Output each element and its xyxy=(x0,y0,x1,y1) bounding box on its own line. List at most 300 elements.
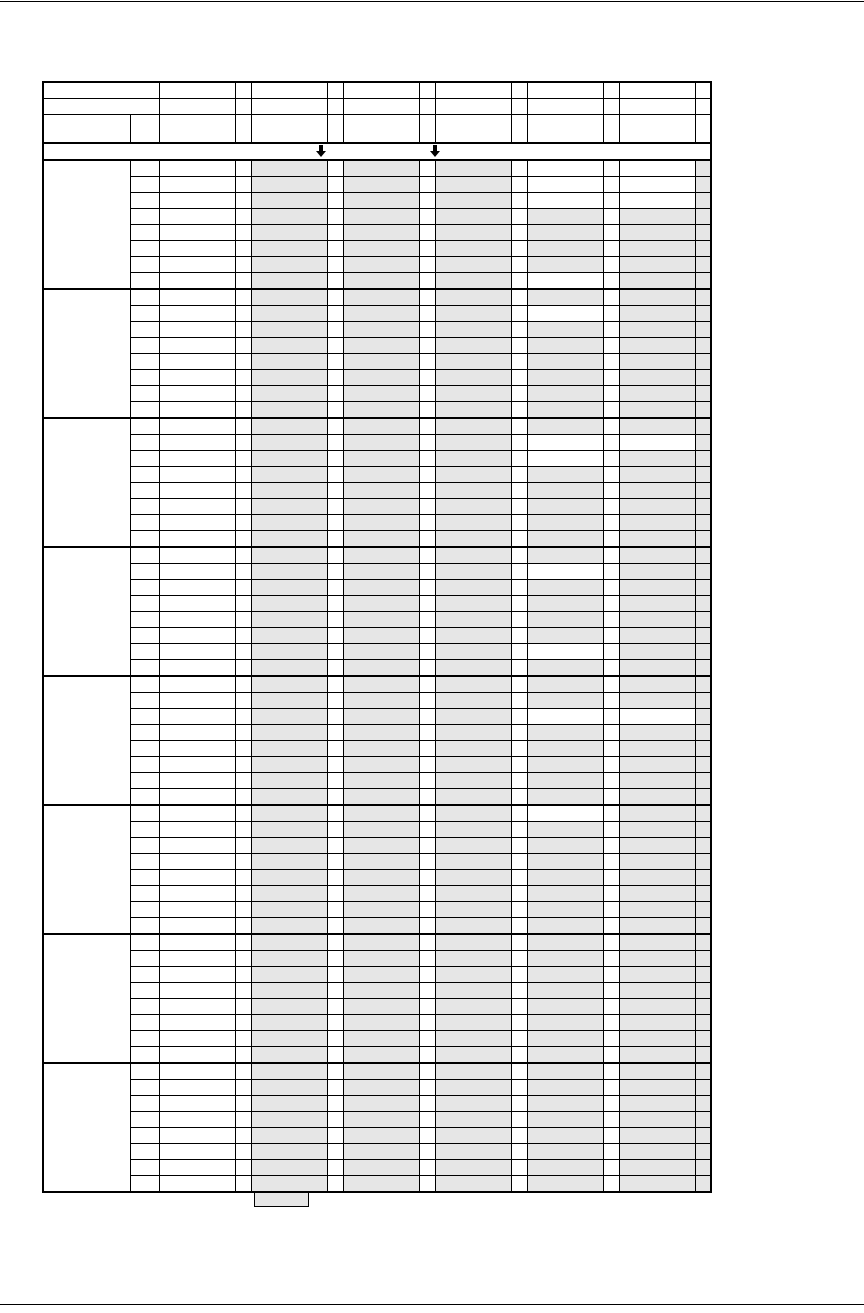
table-cell xyxy=(235,1112,251,1128)
table-cell xyxy=(419,660,435,677)
table-cell xyxy=(695,854,711,870)
table-cell xyxy=(159,1112,235,1128)
table-cell xyxy=(159,805,235,822)
header-cell xyxy=(235,115,251,144)
table-cell xyxy=(343,177,419,193)
table-cell xyxy=(435,580,511,596)
table-cell xyxy=(695,612,711,628)
table-cell xyxy=(327,370,343,386)
table-cell xyxy=(695,999,711,1015)
table-cell xyxy=(327,596,343,612)
table-row xyxy=(43,209,711,225)
table-cell xyxy=(327,612,343,628)
table-row xyxy=(43,838,711,854)
table-cell xyxy=(159,709,235,725)
table-cell xyxy=(130,209,159,225)
table-cell xyxy=(327,580,343,596)
table-cell xyxy=(527,435,603,451)
table-cell xyxy=(527,886,603,902)
table-row xyxy=(43,999,711,1015)
table-cell xyxy=(511,338,527,354)
table-cell xyxy=(603,951,619,967)
table-cell xyxy=(603,886,619,902)
table-cell xyxy=(159,628,235,644)
table-cell xyxy=(251,547,327,564)
table-cell xyxy=(511,177,527,193)
header-cell xyxy=(527,82,603,99)
table-row xyxy=(43,515,711,531)
table-cell xyxy=(327,999,343,1015)
table-cell xyxy=(327,838,343,854)
table-cell xyxy=(527,1176,603,1193)
header-cell xyxy=(343,115,419,144)
table-row xyxy=(43,177,711,193)
table-cell xyxy=(419,983,435,999)
table-cell xyxy=(527,983,603,999)
table-cell xyxy=(419,499,435,515)
table-cell xyxy=(130,870,159,886)
table-cell xyxy=(435,822,511,838)
table-cell xyxy=(511,1112,527,1128)
table-cell xyxy=(435,386,511,402)
table-cell xyxy=(527,1112,603,1128)
table-cell xyxy=(130,547,159,564)
table-cell xyxy=(435,999,511,1015)
table-cell xyxy=(511,789,527,806)
table-cell xyxy=(419,580,435,596)
table-cell xyxy=(419,596,435,612)
table-cell xyxy=(419,757,435,773)
table-cell xyxy=(527,209,603,225)
table-cell xyxy=(130,1144,159,1160)
table-cell xyxy=(527,547,603,564)
table-row xyxy=(43,644,711,660)
table-cell xyxy=(419,306,435,322)
table-cell xyxy=(619,870,695,886)
table-cell xyxy=(603,1063,619,1080)
table-cell xyxy=(527,515,603,531)
table-cell xyxy=(327,1080,343,1096)
header-cell xyxy=(511,82,527,99)
table-cell xyxy=(343,515,419,531)
table-cell xyxy=(419,838,435,854)
table-cell xyxy=(343,531,419,548)
header-cell xyxy=(619,115,695,144)
table-row xyxy=(43,1096,711,1112)
bottom-rule xyxy=(0,1304,864,1305)
table-cell xyxy=(695,709,711,725)
table-cell xyxy=(343,338,419,354)
table-cell xyxy=(251,838,327,854)
table-cell xyxy=(511,934,527,951)
table-cell xyxy=(695,483,711,499)
table-cell xyxy=(695,725,711,741)
table-cell xyxy=(603,660,619,677)
table-cell xyxy=(619,1096,695,1112)
table-cell xyxy=(343,596,419,612)
table-cell xyxy=(695,354,711,370)
table-cell xyxy=(419,177,435,193)
table-cell xyxy=(327,1176,343,1193)
table-row xyxy=(43,725,711,741)
table-cell xyxy=(251,467,327,483)
table-cell xyxy=(619,999,695,1015)
table-cell xyxy=(527,225,603,241)
table-cell xyxy=(343,660,419,677)
table-cell xyxy=(511,418,527,435)
table-cell xyxy=(527,854,603,870)
table-cell xyxy=(251,822,327,838)
table-cell xyxy=(235,628,251,644)
table-cell xyxy=(159,322,235,338)
table-cell xyxy=(251,1160,327,1176)
table-row xyxy=(43,757,711,773)
table-cell xyxy=(130,289,159,306)
table-cell xyxy=(527,918,603,935)
table-cell xyxy=(130,789,159,806)
header-cell xyxy=(343,82,419,99)
table-cell xyxy=(130,483,159,499)
group-label-cell xyxy=(43,160,130,289)
table-cell xyxy=(235,854,251,870)
table-cell xyxy=(159,306,235,322)
table-cell xyxy=(343,886,419,902)
table-cell xyxy=(251,741,327,757)
header-cell xyxy=(603,82,619,99)
table-cell xyxy=(435,467,511,483)
table-cell xyxy=(527,564,603,580)
table-cell xyxy=(343,902,419,918)
table-cell xyxy=(511,1015,527,1031)
data-grid xyxy=(42,81,712,1193)
table-cell xyxy=(527,402,603,419)
table-cell xyxy=(251,1015,327,1031)
table-cell xyxy=(435,725,511,741)
table-cell xyxy=(235,886,251,902)
table-cell xyxy=(527,596,603,612)
table-cell xyxy=(235,822,251,838)
table-cell xyxy=(695,241,711,257)
table-cell xyxy=(695,1015,711,1031)
header-cell xyxy=(251,82,327,99)
table-cell xyxy=(159,435,235,451)
table-cell xyxy=(435,709,511,725)
table-cell xyxy=(527,644,603,660)
table-cell xyxy=(619,160,695,177)
table-cell xyxy=(435,160,511,177)
table-cell xyxy=(327,499,343,515)
header-cell xyxy=(43,115,130,144)
table-cell xyxy=(527,967,603,983)
table-cell xyxy=(327,918,343,935)
group-label-cell xyxy=(43,805,130,934)
table-cell xyxy=(603,354,619,370)
table-cell xyxy=(130,757,159,773)
table-cell xyxy=(235,1128,251,1144)
table-cell xyxy=(159,177,235,193)
table-cell xyxy=(159,257,235,273)
table-cell xyxy=(695,870,711,886)
table-cell xyxy=(527,241,603,257)
table-cell xyxy=(619,225,695,241)
table-cell xyxy=(327,967,343,983)
table-cell xyxy=(327,757,343,773)
table-row xyxy=(43,531,711,548)
table-cell xyxy=(159,531,235,548)
table-cell xyxy=(603,580,619,596)
table-cell xyxy=(419,547,435,564)
table-cell xyxy=(419,322,435,338)
table-cell xyxy=(619,1112,695,1128)
table-cell xyxy=(159,564,235,580)
table-cell xyxy=(130,322,159,338)
table-cell xyxy=(327,1160,343,1176)
table-cell xyxy=(159,515,235,531)
table-cell xyxy=(130,177,159,193)
table-cell xyxy=(251,209,327,225)
table-cell xyxy=(527,499,603,515)
table-cell xyxy=(327,676,343,693)
table-cell xyxy=(619,822,695,838)
table-cell xyxy=(419,612,435,628)
table-cell xyxy=(435,499,511,515)
header-cell xyxy=(251,115,327,144)
table-cell xyxy=(159,789,235,806)
table-cell xyxy=(159,693,235,709)
table-cell xyxy=(435,773,511,789)
table-cell xyxy=(159,676,235,693)
table-cell xyxy=(235,660,251,677)
table-row xyxy=(43,854,711,870)
table-cell xyxy=(130,741,159,757)
table-cell xyxy=(419,160,435,177)
table-cell xyxy=(527,193,603,209)
table-row xyxy=(43,273,711,290)
table-cell xyxy=(343,999,419,1015)
table-cell xyxy=(435,757,511,773)
header-cell xyxy=(619,99,695,115)
table-cell xyxy=(251,693,327,709)
table-cell xyxy=(343,257,419,273)
table-cell xyxy=(603,193,619,209)
table-cell xyxy=(130,451,159,467)
table-cell xyxy=(327,418,343,435)
table-row xyxy=(43,934,711,951)
table-cell xyxy=(511,1128,527,1144)
table-cell xyxy=(235,757,251,773)
table-cell xyxy=(603,499,619,515)
table-cell xyxy=(419,467,435,483)
table-cell xyxy=(619,854,695,870)
table-cell xyxy=(619,547,695,564)
table-cell xyxy=(619,693,695,709)
table-cell xyxy=(251,1144,327,1160)
table-cell xyxy=(419,370,435,386)
table-cell xyxy=(603,1047,619,1064)
table-cell xyxy=(130,612,159,628)
arrow-cell xyxy=(43,143,711,160)
table-cell xyxy=(343,612,419,628)
header-cell xyxy=(527,115,603,144)
table-cell xyxy=(130,338,159,354)
table-cell xyxy=(159,660,235,677)
table-cell xyxy=(419,951,435,967)
table-cell xyxy=(435,676,511,693)
table-row xyxy=(43,741,711,757)
table-cell xyxy=(327,660,343,677)
table-cell xyxy=(235,773,251,789)
table-cell xyxy=(251,676,327,693)
table-cell xyxy=(695,322,711,338)
table-cell xyxy=(603,160,619,177)
table-cell xyxy=(527,338,603,354)
table-cell xyxy=(511,967,527,983)
table-cell xyxy=(619,1031,695,1047)
table-cell xyxy=(619,1128,695,1144)
group-label-cell xyxy=(43,547,130,676)
table-cell xyxy=(527,1015,603,1031)
table-cell xyxy=(619,644,695,660)
table-cell xyxy=(419,1160,435,1176)
table-cell xyxy=(695,757,711,773)
table-cell xyxy=(130,435,159,451)
table-row xyxy=(43,822,711,838)
table-row xyxy=(43,547,711,564)
table-cell xyxy=(695,467,711,483)
table-cell xyxy=(235,418,251,435)
table-cell xyxy=(695,499,711,515)
table-cell xyxy=(235,934,251,951)
table-row xyxy=(43,628,711,644)
table-cell xyxy=(619,1047,695,1064)
table-cell xyxy=(511,918,527,935)
table-cell xyxy=(619,757,695,773)
table-cell xyxy=(327,1047,343,1064)
group-label-cell xyxy=(43,676,130,805)
table-cell xyxy=(130,564,159,580)
table-cell xyxy=(159,241,235,257)
table-cell xyxy=(327,564,343,580)
table-cell xyxy=(603,741,619,757)
table-cell xyxy=(343,854,419,870)
table-cell xyxy=(603,1031,619,1047)
table-cell xyxy=(251,515,327,531)
table-cell xyxy=(511,693,527,709)
table-cell xyxy=(251,564,327,580)
table-cell xyxy=(159,773,235,789)
table-cell xyxy=(619,951,695,967)
table-cell xyxy=(130,1128,159,1144)
table-cell xyxy=(419,693,435,709)
table-cell xyxy=(435,644,511,660)
table-cell xyxy=(419,805,435,822)
table-cell xyxy=(130,999,159,1015)
table-cell xyxy=(435,1160,511,1176)
table-cell xyxy=(435,1144,511,1160)
table-cell xyxy=(603,757,619,773)
table-cell xyxy=(695,676,711,693)
table-cell xyxy=(419,1144,435,1160)
table-cell xyxy=(695,1096,711,1112)
table-cell xyxy=(235,435,251,451)
table-cell xyxy=(435,1128,511,1144)
table-cell xyxy=(603,386,619,402)
header-cell xyxy=(695,115,711,144)
table-cell xyxy=(327,451,343,467)
table-cell xyxy=(419,435,435,451)
table-cell xyxy=(527,951,603,967)
table-cell xyxy=(130,273,159,290)
table-cell xyxy=(159,1063,235,1080)
table-cell xyxy=(435,854,511,870)
table-cell xyxy=(603,1144,619,1160)
table-cell xyxy=(419,789,435,806)
table-cell xyxy=(130,838,159,854)
table-cell xyxy=(251,354,327,370)
table-cell xyxy=(511,193,527,209)
table-cell xyxy=(419,1096,435,1112)
table-cell xyxy=(159,580,235,596)
table-cell xyxy=(619,596,695,612)
table-cell xyxy=(343,306,419,322)
table-cell xyxy=(235,1144,251,1160)
table-cell xyxy=(235,1031,251,1047)
table-cell xyxy=(527,870,603,886)
table-cell xyxy=(527,467,603,483)
table-cell xyxy=(603,531,619,548)
table-cell xyxy=(435,612,511,628)
header-cell xyxy=(43,99,159,115)
table-cell xyxy=(251,1047,327,1064)
table-cell xyxy=(435,483,511,499)
table-cell xyxy=(419,1031,435,1047)
table-cell xyxy=(130,1063,159,1080)
table-cell xyxy=(251,435,327,451)
table-cell xyxy=(419,418,435,435)
table-cell xyxy=(695,1047,711,1064)
table-cell xyxy=(327,725,343,741)
table-cell xyxy=(435,273,511,290)
table-cell xyxy=(511,1096,527,1112)
table-cell xyxy=(251,983,327,999)
table-cell xyxy=(235,902,251,918)
table-cell xyxy=(327,160,343,177)
table-row xyxy=(43,660,711,677)
table-cell xyxy=(527,451,603,467)
table-cell xyxy=(159,370,235,386)
table-cell xyxy=(235,499,251,515)
table-cell xyxy=(527,822,603,838)
table-cell xyxy=(251,1112,327,1128)
table-cell xyxy=(159,1160,235,1176)
table-cell xyxy=(603,418,619,435)
table-cell xyxy=(511,273,527,290)
table-cell xyxy=(343,435,419,451)
table-cell xyxy=(419,676,435,693)
table-cell xyxy=(435,1112,511,1128)
table-cell xyxy=(343,580,419,596)
grid-body xyxy=(43,82,711,1192)
table-cell xyxy=(130,822,159,838)
table-cell xyxy=(435,209,511,225)
table-cell xyxy=(511,902,527,918)
table-cell xyxy=(419,870,435,886)
table-cell xyxy=(130,193,159,209)
table-cell xyxy=(130,676,159,693)
table-cell xyxy=(695,257,711,273)
table-cell xyxy=(159,402,235,419)
table-cell xyxy=(527,386,603,402)
